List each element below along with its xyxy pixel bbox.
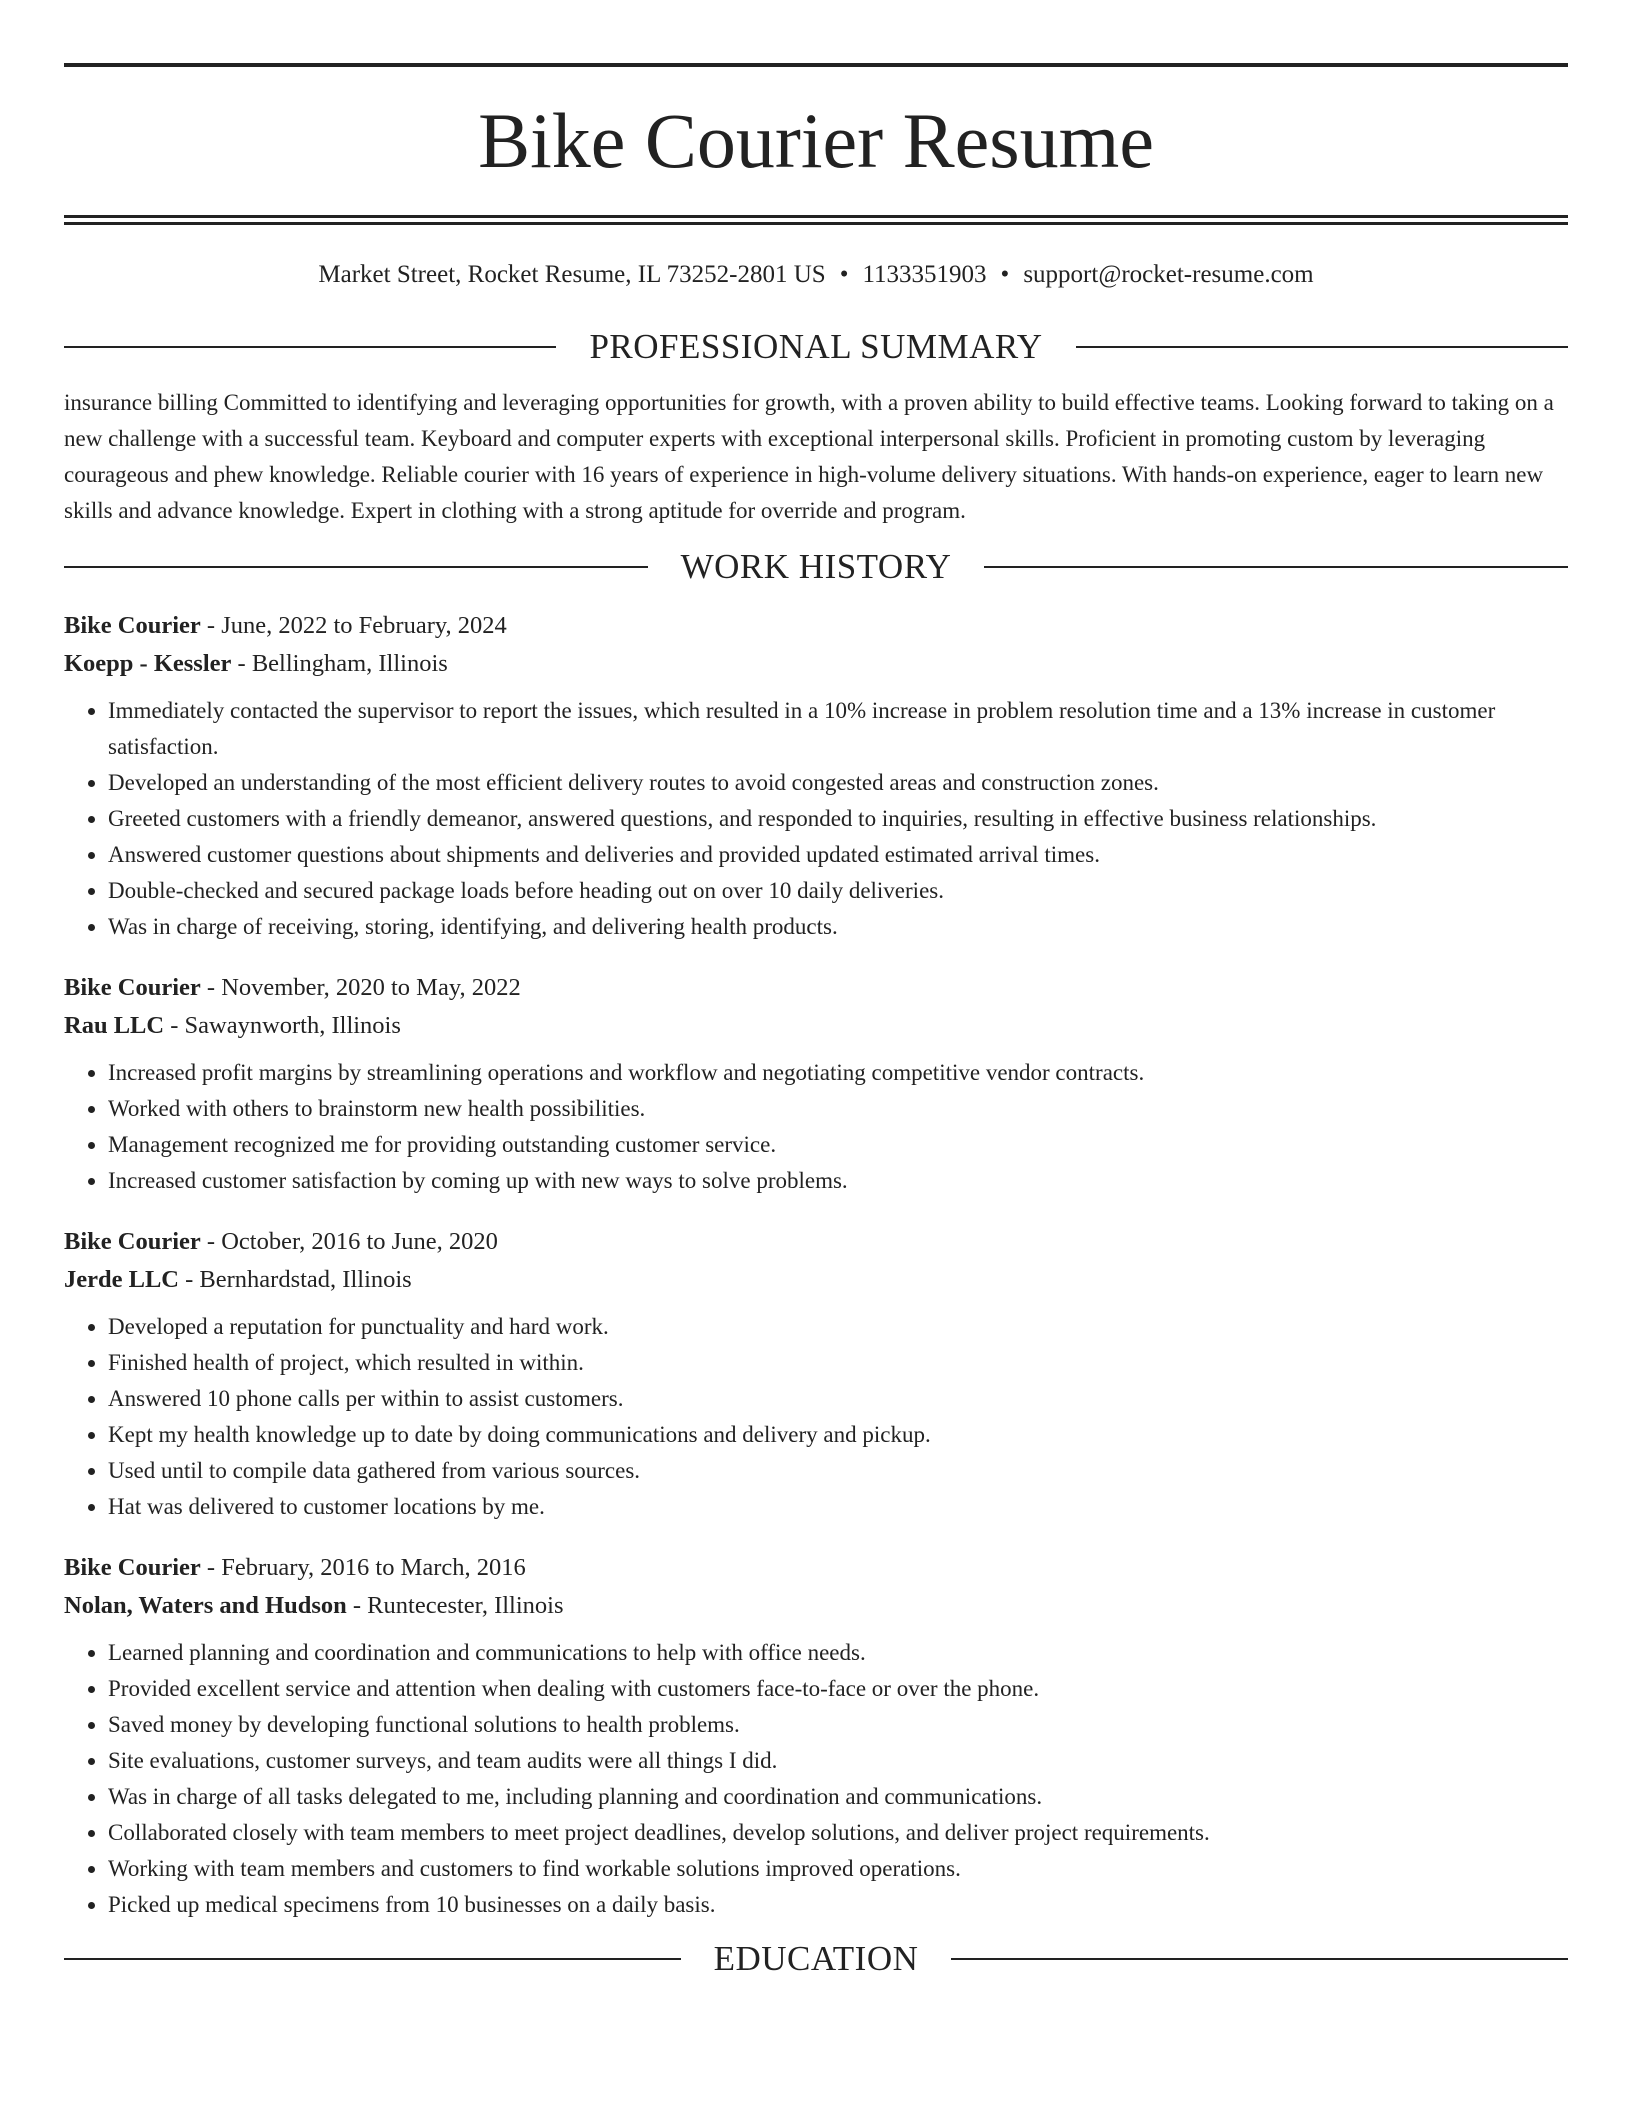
section-header-summary (64, 325, 1568, 369)
top-rule (64, 63, 1568, 67)
section-header-work (64, 545, 1568, 589)
job-dates: February, 2016 to March, 2016 (221, 1554, 526, 1581)
contact-address: Market Street, Rocket Resume, IL 73252-2801 US (318, 261, 826, 288)
job-bullets (64, 693, 1568, 945)
list-item: • Developed a reputation for punctuality and hard work. (108, 1309, 1568, 1345)
job-location: Runtecester, Illinois (367, 1592, 564, 1619)
list-item: • Provided excellent service and attention when dealing with customers face-to-face or over the phone. (108, 1671, 1568, 1707)
summary-text: insurance billing Committed to identifying and leveraging opportunities for growth, with a proven ability to build effective teams. Looking forward to taking on a new challenge with a successful team. Keyboard and computer experts with exceptional interpersonal skills. Proficient in promoting custom by leveraging courageous and phew knowledge. Reliable courier with 16 years of experience in high-volume delivery situations. With hands-on experience, eager to learn new skills and advance knowledge. Expert in clothing with a strong aptitude for override and program. (64, 390, 1554, 523)
job-entry (64, 607, 1568, 945)
job-role: Bike Courier (64, 974, 201, 1001)
list-item: • Answered 10 phone calls per within to assist customers. (108, 1381, 1568, 1417)
job-location: Sawaynworth, Illinois (184, 1012, 401, 1039)
title-double-rule (64, 215, 1568, 225)
section-rule-left (64, 566, 648, 568)
job-title-line: Bike Courier - February, 2016 to March, 2016 (64, 1554, 526, 1581)
job-company-line: Rau LLC - Sawaynworth, Illinois (64, 1012, 401, 1039)
job-dates: November, 2020 to May, 2022 (221, 974, 521, 1001)
contact-separator: • (1000, 261, 1010, 288)
list-item: • Increased customer satisfaction by coming up with new ways to solve problems. (108, 1163, 1568, 1199)
job-role: Bike Courier (64, 1554, 201, 1581)
contact-phone: 1133351903 (862, 261, 987, 288)
job-company: Koepp - Kessler (64, 650, 232, 677)
job-company: Rau LLC (64, 1012, 165, 1039)
list-item: • Increased profit margins by streamlining operations and workflow and negotiating competitive vendor contracts. (108, 1055, 1568, 1091)
job-bullets (64, 1635, 1568, 1923)
job-location: Bellingham, Illinois (251, 650, 448, 677)
list-item: • Management recognized me for providing outstanding customer service. (108, 1127, 1568, 1163)
job-company-line: Nolan, Waters and Hudson - Runtecester, Illinois (64, 1592, 564, 1619)
job-company: Nolan, Waters and Hudson (64, 1592, 347, 1619)
contact-line (64, 259, 1568, 291)
section-title: PROFESSIONAL SUMMARY (589, 327, 1043, 366)
list-item: • Double-checked and secured package loads before heading out on over 10 daily deliveries. (108, 873, 1568, 909)
section-title: EDUCATION (713, 1939, 919, 1978)
list-item: • Working with team members and customers to find workable solutions improved operations. (108, 1851, 1568, 1887)
section-rule-left (64, 1958, 681, 1960)
list-item: • Finished health of project, which resulted in within. (108, 1345, 1568, 1381)
section-rule-left (64, 346, 556, 348)
job-role: Bike Courier (64, 612, 201, 639)
job-location: Bernhardstad, Illinois (199, 1266, 412, 1293)
job-company-line: Jerde LLC - Bernhardstad, Illinois (64, 1266, 412, 1293)
list-item: • Site evaluations, customer surveys, and team audits were all things I did. (108, 1743, 1568, 1779)
list-item: • Used until to compile data gathered from various sources. (108, 1453, 1568, 1489)
list-item: • Greeted customers with a friendly demeanor, answered questions, and responded to inquiries, resulting in effective business relationships. (108, 801, 1568, 837)
list-item: • Immediately contacted the supervisor to report the issues, which resulted in a 10% increase in problem resolution time and a 13% increase in customer satisfaction. (108, 693, 1568, 765)
job-bullets (64, 1309, 1568, 1525)
job-title-line: Bike Courier - June, 2022 to February, 2024 (64, 612, 507, 639)
job-entry (64, 1223, 1568, 1525)
job-dates: October, 2016 to June, 2020 (221, 1228, 498, 1255)
list-item: • Was in charge of receiving, storing, identifying, and delivering health products. (108, 909, 1568, 945)
contact-email: support@rocket-resume.com (1023, 261, 1314, 288)
list-item: • Worked with others to brainstorm new health possibilities. (108, 1091, 1568, 1127)
job-title-line: Bike Courier - October, 2016 to June, 2020 (64, 1228, 498, 1255)
section-rule-right (1076, 346, 1568, 348)
page-title: Bike Courier Resume (478, 97, 1154, 184)
section-rule-right (984, 566, 1568, 568)
work-history-list (64, 607, 1568, 1923)
list-item: • Saved money by developing functional solutions to health problems. (108, 1707, 1568, 1743)
list-item: • Learned planning and coordination and communications to help with office needs. (108, 1635, 1568, 1671)
job-title-line: Bike Courier - November, 2020 to May, 2022 (64, 974, 521, 1001)
job-entry (64, 969, 1568, 1199)
list-item: • Hat was delivered to customer locations by me. (108, 1489, 1568, 1525)
list-item: • Answered customer questions about shipments and deliveries and provided updated estimated arrival times. (108, 837, 1568, 873)
list-item: • Developed an understanding of the most efficient delivery routes to avoid congested areas and construction zones. (108, 765, 1568, 801)
job-dates: June, 2022 to February, 2024 (221, 612, 507, 639)
section-title: WORK HISTORY (680, 547, 952, 586)
job-bullets (64, 1055, 1568, 1199)
job-entry (64, 1549, 1568, 1923)
job-company-line: Koepp - Kessler - Bellingham, Illinois (64, 650, 448, 677)
section-rule-right (951, 1958, 1568, 1960)
job-company: Jerde LLC (64, 1266, 179, 1293)
contact-separator: • (839, 261, 849, 288)
list-item: • Collaborated closely with team members to meet project deadlines, develop solutions, and deliver project requirements. (108, 1815, 1568, 1851)
job-role: Bike Courier (64, 1228, 201, 1255)
list-item: • Was in charge of all tasks delegated to me, including planning and coordination and communications. (108, 1779, 1568, 1815)
section-header-education (64, 1937, 1568, 1981)
list-item: • Kept my health knowledge up to date by doing communications and delivery and pickup. (108, 1417, 1568, 1453)
list-item: • Picked up medical specimens from 10 businesses on a daily basis. (108, 1887, 1568, 1923)
